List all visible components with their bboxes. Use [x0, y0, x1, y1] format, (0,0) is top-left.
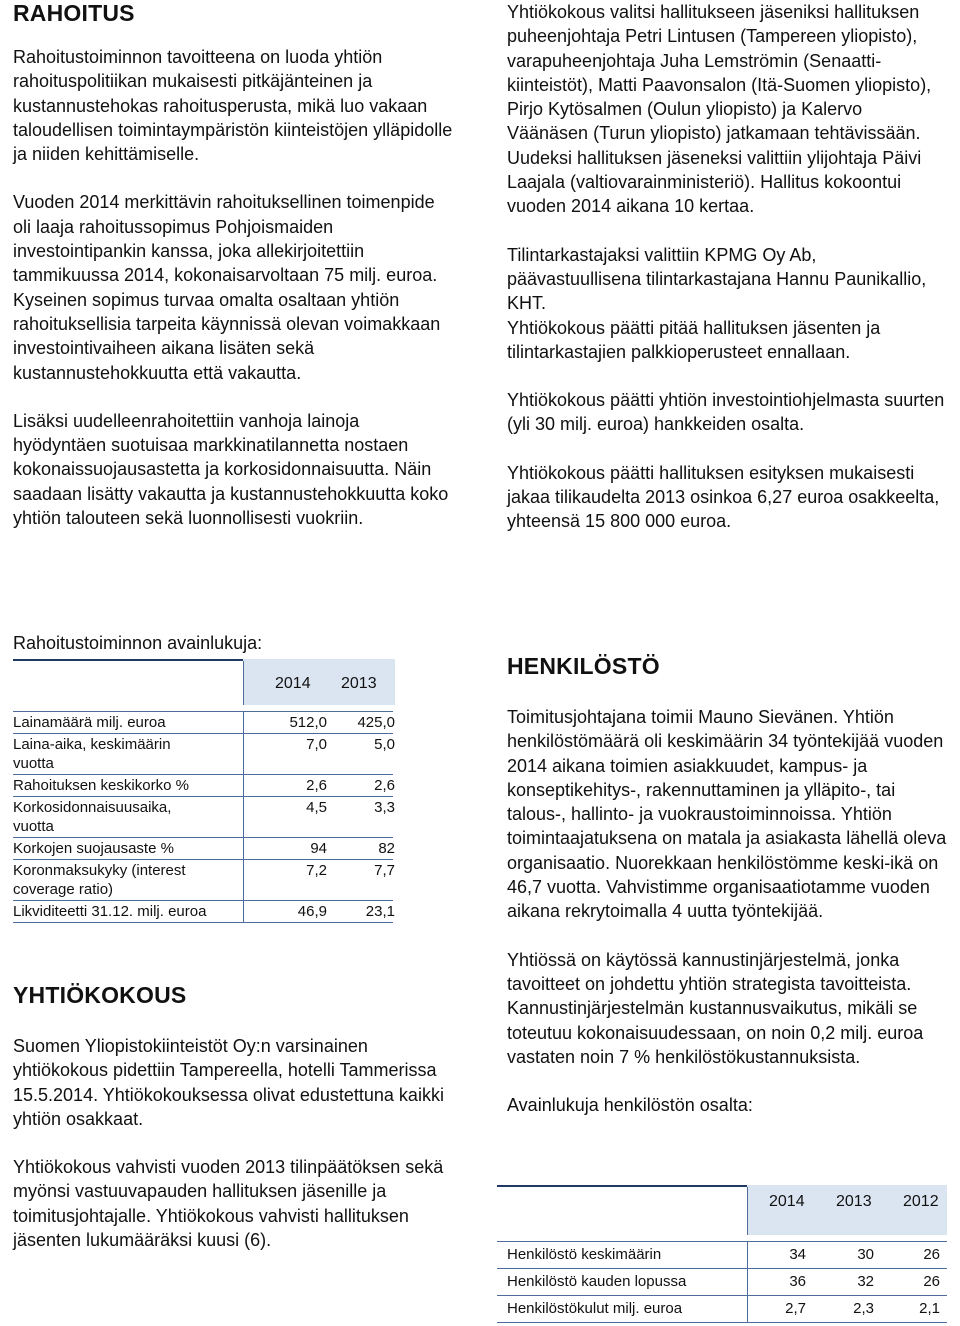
henkilosto-paragraph-2: Yhtiössä on käytössä kannustinjärjestelmä, jonka tavoitteet on johdettu yhtiön strategista tavoitteista. Kannustinjärjestelmän kustannusvaikutus, mikäli se toteutuu kokonaisuudessaan, on noin 0,2 milj. euroa vastaten noin 7 % henkilöstökustannuksista. — [507, 949, 924, 1067]
left-column — [13, 0, 453, 530]
personnel-table-title: Avainlukuja henkilöstön osalta: — [507, 1095, 753, 1116]
table-row: Koronmaksukyky (interest coverage ratio) 7,2 7,7 — [13, 859, 393, 900]
tilintarkastaja-paragraph: Tilintarkastajaksi valittiin KPMG Oy Ab, päävastuullisena tilintarkastajana Hannu Paunikallio, KHT. — [507, 244, 927, 314]
investointiohjelma-paragraph: Yhtiökokous päätti yhtiön investointiohjelmasta suurten (yli 30 milj. euroa) hankkeiden osalta. — [507, 390, 945, 435]
henkilosto-heading: HENKILÖSTÖ — [507, 653, 660, 679]
finance-table-title: Rahoitustoiminnon avainlukuja: — [13, 633, 263, 653]
personnel-table-header — [497, 1185, 947, 1235]
table-row: Henkilöstö keskimäärin 34 30 26 — [497, 1241, 947, 1268]
finance-year-2013: 2013 — [341, 675, 377, 692]
finance-year-2014: 2014 — [275, 675, 311, 692]
right-column — [507, 0, 947, 534]
osinko-paragraph: Yhtiökokous päätti hallituksen esityksen mukaisesti jakaa tilikaudelta 2013 osinkoa 6,27 euroa osakkeelta, yhteensä 15 800 000 euroa. — [507, 462, 940, 532]
henkilosto-section — [507, 653, 947, 1117]
yhtiokokous-section — [13, 982, 453, 1252]
table-row: Henkilöstö kauden lopussa 36 32 26 — [497, 1268, 947, 1295]
personnel-year-2012: 2012 — [903, 1193, 939, 1210]
yhtiokokous-paragraph-2: Yhtiökokous vahvisti vuoden 2013 tilinpäätöksen sekä myönsi vastuuvapauden hallituksen jäsenille ja toimitusjohtajalle. Yhtiökokous vahvisti hallituksen jäsenten lukumääräksi kuusi (6). — [13, 1157, 444, 1251]
personnel-year-2013: 2013 — [836, 1193, 872, 1210]
table-row: Lainamäärä milj. euroa 512,0 425,0 — [13, 711, 393, 733]
table-row: Rahoituksen keskikorko % 2,6 2,6 — [13, 774, 393, 796]
table-row: Korkosidonnaisuusaika, vuotta 4,5 3,3 — [13, 796, 393, 837]
rahoitus-paragraph-3: Lisäksi uudelleenrahoitettiin vanhoja lainoja hyödyntäen suotuisaa markkinatilannetta nostaen kokonaissuojausastetta ja korkosidonnaisuutta. Näin saadaan lisätty vakautta ja kustannustehokkuutta koko yhtiön talouteen sekä luonnollisesti vuokriin. — [13, 410, 449, 529]
rahoitus-paragraph-1: Rahoitustoiminnon tavoitteena on luoda yhtiön rahoituspolitiikan mukaisesti pitkäjänteinen ja kustannustehokas rahoitusperusta, mikä luo vakaan taloudellisen toimintaympäristön kiinteistöjen ylläpidolle ja niiden kehittämiselle. — [13, 47, 453, 165]
finance-key-figures — [13, 633, 395, 923]
palkkio-paragraph: Yhtiökokous päätti pitää hallituksen jäsenten ja tilintarkastajien palkkioperusteet ennallaan. — [507, 317, 881, 362]
personnel-key-figures — [497, 1185, 947, 1323]
finance-table-header — [13, 659, 393, 705]
table-row: Henkilöstökulut milj. euroa 2,7 2,3 2,1 — [497, 1295, 947, 1323]
hallitus-paragraph: Yhtiökokous valitsi hallitukseen jäseniksi hallituksen puheenjohtaja Petri Lintusen (Tampereen yliopisto), varapuheenjohtaja Juha Lemströmin (Senaatti-kiinteistöt), Matti Paavonsalon (Itä-Suomen yliopisto), Pirjo Kytösalmen (Oulun yliopisto) ja Kalervo Väänäsen (Turun yliopisto) jatkamaan tehtävissään. Uudeksi hallituksen jäseneksi valittiin ylijohtaja Päivi Laajala (valtiovarainministeriö). Hallitus kokoontui vuoden 2014 aikana 10 kertaa. — [507, 2, 932, 217]
finance-table-body — [13, 711, 393, 923]
yhtiokokous-heading: YHTIÖKOKOUS — [13, 982, 187, 1008]
henkilosto-paragraph-1: Toimitusjohtajana toimii Mauno Sievänen. Yhtiön henkilöstömäärä oli keskimäärin 34 työntekijää vuoden 2014 aikana toimien asiakkuudet, kampus- ja konseptikehitys-, rakennuttaminen ja ylläpito-, tai talous-, hallinto- ja vuokraustoiminnoissa. Yhtiön toimintaajatuksena on matala ja asiakasta lähellä oleva organisaatio. Nuorekkaan henkilöstömme keski-ikä on 46,7 vuotta. Vahvistimme organisaatiotamme vuoden aikana rekrytoimalla 4 uutta työntekijää. — [507, 707, 947, 922]
personnel-year-2014: 2014 — [769, 1193, 805, 1210]
rahoitus-paragraph-2: Vuoden 2014 merkittävin rahoituksellinen toimenpide oli laaja rahoitussopimus Pohjoismaiden investointipankin kanssa, joka allekirjoitettiin tammikuussa 2014, kokonaisarvoltaan 75 milj. euroa. Kyseinen sopimus turvaa omalta osaltaan yhtiön rahoituksellisia tarpeita käynnissä olevan voimakkaan investointivaiheen aikana lisäten sekä kustannustehokkuutta että vakautta. — [13, 192, 441, 383]
table-row: Likviditeetti 31.12. milj. euroa 46,9 23,1 — [13, 900, 393, 923]
rahoitus-heading: RAHOITUS — [13, 0, 135, 26]
table-row: Laina-aika, keskimäärin vuotta 7,0 5,0 — [13, 733, 393, 774]
yhtiokokous-paragraph-1: Suomen Yliopistokiinteistöt Oy:n varsinainen yhtiökokous pidettiin Tampereella, hotelli Tammerissa 15.5.2014. Yhtiökokouksessa olivat edustettuna kaikki yhtiön osakkaat. — [13, 1036, 444, 1129]
personnel-table-body — [497, 1241, 947, 1323]
table-row: Korkojen suojausaste % 94 82 — [13, 837, 393, 859]
